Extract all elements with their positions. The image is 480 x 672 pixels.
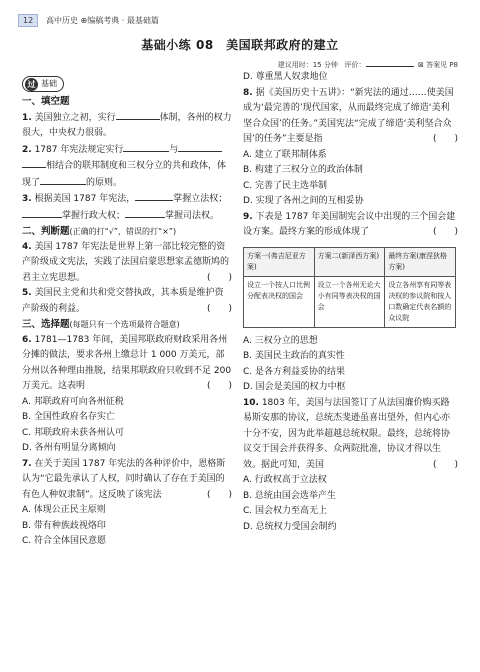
section-fill-title: 一、填空题 [22,96,70,107]
question-10 [243,396,458,474]
answer-blank[interactable] [116,110,160,120]
section-judge-note: (正确的打“√”，错误的打“×”) [69,227,177,236]
header-text: 高中历史 ⊕编稿考典 · 最基础篇 [46,16,159,25]
question-number: 8. [243,87,253,98]
plans-table [243,247,456,328]
option-item[interactable]: C. 符合全体国民意愿 [22,536,107,546]
answer-parentheses[interactable]: ( ) [206,489,232,500]
table-cell: 设立一个各州无论大小有同等表决权的国会 [314,276,385,327]
answer-parentheses[interactable]: ( ) [432,227,458,237]
question-number: 5. [22,288,32,298]
table-cell: 设立各州享有同等表决权的参议院和按人口数确定代表名额的众议院 [385,276,456,327]
table-header-cell: 方案一(弗吉尼亚方案) [244,247,315,276]
option-item[interactable]: C. 完善了民主选举制 [243,180,328,191]
option-item[interactable]: D. 实现了各州之间的互相妥协 [243,196,364,206]
answer-blank[interactable] [123,142,169,152]
question-5 [22,286,232,317]
question-6 [22,333,232,395]
badge-icon: 过 [25,78,38,91]
question-9 [243,210,458,241]
question-text: 根据美国 1787 年宪法， [34,194,136,204]
question-4 [22,240,232,287]
question-text: 的原则。 [86,177,123,188]
answer-blank[interactable] [125,208,165,218]
section-judge-title [22,224,232,240]
left-column [22,76,232,550]
question-text: 下表是 1787 年美国制宪会议中出现的三个国会建设方案。最终方案的形成体现了 [243,211,456,237]
answer-parentheses[interactable]: ( ) [432,459,458,470]
option-item[interactable]: A. 体现公正民主原则 [22,505,106,515]
question-2 [22,142,232,192]
question-number: 4. [22,241,32,252]
question-number: 9. [243,211,253,222]
badge-label: 基础 [41,79,57,89]
question-7 [22,457,232,504]
table-header-cell: 最终方案(康涅狄格方案) [385,247,456,276]
question-number: 1. [22,112,32,123]
question-number: 6. [22,334,32,345]
option-item[interactable]: A. 建立了联邦制体系 [243,149,327,160]
option-item[interactable]: A. 邦联政府可向各州征税 [22,396,124,407]
question-text: 掌握立法权； [173,194,228,204]
section-choice-title [22,317,232,333]
question-text: 相结合的联邦制度和三权分立的共和政体，体现了 [22,161,227,188]
section-badge [22,76,64,92]
question-text: 美国民主党和共和党交替执政，其本质是维护资产阶级的利益。 [22,288,224,314]
answer-parentheses[interactable]: ( ) [206,381,232,391]
evaluation-blank[interactable] [366,57,414,67]
question-text: 掌握行政大权； [62,210,126,221]
table-cell: 设立一个按人口比例分配表决权的国会 [244,276,315,327]
option-item[interactable]: D. 尊重黑人奴隶地位 [243,72,328,82]
question-number: 2. [22,144,32,155]
question-8 [243,86,458,148]
question-1 [22,110,232,142]
question-text: 与 [169,144,179,155]
right-column [243,70,458,535]
page-number: 12 [18,14,38,27]
option-item[interactable]: B. 构建了三权分立的政治体制 [243,165,363,175]
question-text: 体制，各州的权力很大，中央权力很弱。 [22,112,232,138]
option-item[interactable]: B. 总统由国会选举产生 [243,490,336,501]
question-number: 7. [22,458,32,469]
table-row [244,276,456,327]
option-item[interactable]: D. 国会是美国的权力中枢 [243,382,346,392]
answer-blank[interactable] [40,175,86,185]
table-header-row [244,247,456,276]
answer-parentheses[interactable]: ( ) [432,134,458,144]
answer-parentheses[interactable]: ( ) [206,303,232,314]
evaluation-label: 评价： [344,61,366,69]
answer-blank[interactable] [22,158,46,168]
question-text: 在关于美国 1787 年宪法的各种评价中，恩格斯认为“它最先承认了人权，同时确认了存在于美国的有色人种奴隶制”。这反映了该宪法 [22,458,226,500]
answer-parentheses[interactable]: ( ) [206,272,232,283]
question-text: 掌握司法权。 [165,210,220,221]
answer-blank[interactable] [135,191,173,201]
answer-blank[interactable] [22,208,62,218]
page-title: 基础小练 08 美国联邦政府的建立 [141,38,339,52]
option-item[interactable]: C. 是各方利益妥协的结果 [243,366,346,377]
question-text: 1787 年宪法规定实行 [34,144,124,155]
question-3 [22,191,232,224]
answer-blank[interactable] [178,142,222,152]
section-choice-label: 三、选择题 [22,319,70,330]
answer-ref-text: 答案见 P8 [426,61,458,69]
section-judge-label: 二、判断题 [22,226,70,237]
option-item[interactable]: A. 行政权高于立法权 [243,475,327,485]
page-header [18,14,462,30]
question-number: 3. [22,194,32,204]
question-text: 美国 1787 年宪法是世界上第一部比较完整的资产阶级成文宪法，实践了法国启蒙思想家孟德斯鸠的君主立宪思想。 [22,241,230,283]
option-item[interactable]: D. 总统权力受国会制约 [243,521,337,532]
table-header-cell: 方案二(新泽西方案) [314,247,385,276]
option-item[interactable]: D. 各州有明显分离倾向 [22,443,116,453]
answer-ref: ⊠ 答案见 P8 [418,61,458,69]
suggested-time: 建议用时：15 分钟 [277,61,338,69]
question-text: 1803 年，美国与法国签订了从法国廉价购买路易斯安那的协议，总统杰斐逊虽喜出望外，但内心亦十分不安，因为此举超越总统权限。最终，总统将协议交于国会并获得多、众两院批准，协议才得以生效。据此可知，美国 [243,397,451,470]
question-text: 据《美国历史十五讲》：“新宪法的通过……使美国成为‘最完善的’现代国家，从而最终完成了缔造‘美利坚合众国’的任务。”美国宪法“完成了缔造‘美利坚合众国’的任务”主要是指 [243,87,454,144]
question-number: 10. [243,397,259,408]
option-item[interactable]: C. 邦联政府未获各州认可 [22,427,125,438]
option-item[interactable]: A. 三权分立的思想 [243,335,318,346]
option-item[interactable]: B. 全国性政府名存实亡 [22,412,115,422]
info-line [278,57,458,70]
option-item[interactable]: C. 国会权力至高无上 [243,506,328,516]
section-choice-note: (每题只有一个选项最符合题意) [69,320,180,329]
option-item[interactable]: B. 美国民主政治的真实性 [243,351,345,361]
option-item[interactable]: B. 带有种族歧视烙印 [22,520,106,531]
question-text: 美国独立之初，实行 [34,112,116,123]
question-text: 1781—1783 年间，美国邦联政府财政采用各州分摊的做法，要求各州上缴总计 1 000 万美元，部分州以各种理由推脱，结果邦联政府只收到不足 200 万美元。这表明 [22,334,232,391]
